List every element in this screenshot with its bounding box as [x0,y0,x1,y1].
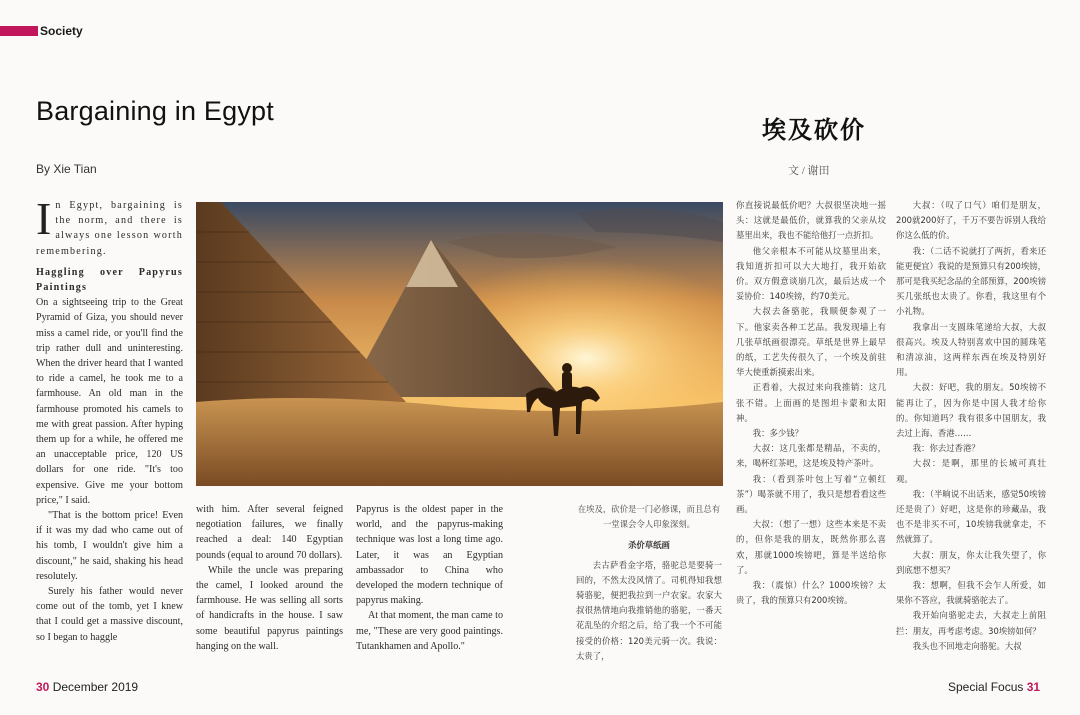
paragraph-zh: 去古萨看金字塔，骆驼总是要骑一回的，不然太没风情了。司机得知我想骑骆驼，便把我拉到一户农家。农家大叔很热情地向我推销他的骆驼，一番天花乱坠的介绍之后，给了我一个不可能接受的价格：120美元骑一次。我说：太贵了， [576,559,722,661]
paragraph-zh: 我拿出一支圆珠笔递给大叔，大叔很高兴。埃及人特别喜欢中国的圆珠笔和清凉油，这两样东西在埃及特别好用。 [896,321,1046,378]
paragraph-zh: 大叔：（想了一想）这些本来是不卖的，但你是我的朋友，既然你那么喜欢，那就1000埃镑吧，算是半送给你了。 [736,519,886,575]
chinese-column-1 [576,502,722,664]
subheading-zh: 杀价草纸画 [628,540,670,551]
chinese-column-2 [736,198,886,608]
paragraph: At that moment, the man came to me, "These are very good paintings. Tutankhamen and Apollo." [356,610,503,652]
byline-en: By Xie Tian [36,162,97,176]
paragraph: Papyrus is the oldest paper in the world, and the papyrus-making technique was lost a long time ago. Later, it was an Egyptian ambassador to China who developed the modern technique of papyrus making. [356,504,503,607]
paragraph-zh: 正看着，大叔过来向我推销：这几张不错。上面画的是图坦卡蒙和太阳神。 [736,382,886,423]
paragraph-zh: 他父亲根本不可能从坟墓里出来，我知道折扣可以大大地打，我开始砍价。双方假意谈崩几次，最后达成一个妥协价：140埃镑，约70美元。 [736,245,886,302]
footer-left [36,680,138,694]
paragraph: Surely his father would never come out of the tomb, yet I knew that I could get a massive discount, so I began to haggle [36,586,183,643]
english-column-1 [36,193,183,645]
footer-right [948,680,1040,694]
paragraph-zh: 大叔：（叹了口气）咱们是朋友，200就200好了，千万不要告诉别人我给你这么低的价。 [896,200,1046,241]
english-column-2 [196,502,343,654]
desert-sand [196,398,723,486]
issue-date: December 2019 [52,680,139,694]
paragraph-zh: 我：（震惊）什么？1000埃镑？太贵了，我的预算只有200埃镑。 [736,580,886,606]
drop-cap: I [36,193,52,244]
paragraph-zh: 我开始向骆驼走去，大叔走上前阻拦：朋友，再考虑考虑。30埃镑如何？ [896,610,1046,636]
paragraph-zh: 大叔：这几张都是精品，不卖的，来，喝杯红茶吧，这是埃及特产茶叶。 [736,443,886,469]
paragraph: On a sightseeing trip to the Great Pyramid of Giza, you should never miss a camel ride, or you'll find the trip rather dull and uninteresting. When the driver heard that I wanted to ride a camel, he took me to a farmhouse. An old man in the farmhouse promoted his camels to me with great passion. After hyping them up for a while, he offered me an unacceptable price, 120 US dollars for one ride. "It's too expensive. Give me your bottom price," I said. [36,297,183,506]
pull-quote-zh: 在埃及，砍价是一门必修课，而且总有一堂课会令人印象深刻。 [577,504,721,530]
section-label: Society [40,24,83,38]
byline-zh: 文 / 谢田 [788,165,830,177]
section-footer-label: Special Focus [948,680,1024,694]
paragraph-zh: 我：想啊，但我不会乍人所爱，如果你不答应，我就骑骆驼去了。 [896,580,1046,606]
paragraph-zh: 你直接说最低价吧？大叔很坚决地一摇头：这就是最低价，就算我的父亲从坟墓里出来，我也不能给他打一点折扣。 [736,200,886,241]
page-number-left: 30 [36,680,50,694]
paragraph-zh: 大叔：好吧，我的朋友。50埃镑不能再让了，因为你是中国人我才给你的。你知道吗？我有很多中国朋友，我去过上海、香港…… [896,382,1046,439]
page-number-right: 31 [1026,680,1041,694]
section-color-bar [0,26,38,36]
intro-text: n Egypt, bargaining is the norm, and there is always one lesson worth remembering. [36,200,183,257]
paragraph-zh: 我：多少钱？ [752,428,804,439]
intro-paragraph [36,193,183,259]
paragraph-zh: 我：（二话不说就打了两折，看来还能更便宜）我说的是预算只有200埃镑，那可是我买纪念品的全部预算，200埃镑买几张纸也太贵了。你看，我这里有个小礼物。 [896,245,1046,317]
paragraph-zh: 大叔去备骆驼，我顺便参观了一下。他家卖各种工艺品。我发现墙上有几张草纸画很漂亮。草纸是世界上最早的纸，工艺失传很久了，一个埃及前驻华大使重新摸索出来。 [736,306,886,378]
chinese-column-3 [896,198,1046,654]
paragraph: with him. After several feigned negotiation failures, we finally reached a deal: 140 Egyptian pounds (equal to around 70 dollars). [196,504,343,561]
subheading-en: Haggling over Papyrus Paintings [36,266,183,294]
paragraph: While the uncle was preparing the camel, I looked around the farmhouse. He was selling all sorts of handicrafts in the house. I saw some beautiful papyrus paintings hanging on the wall. [196,564,343,652]
paragraph-zh: 我头也不回地走向骆驼。大叔 [912,640,1022,651]
paragraph-zh: 我：你去过香港？ [912,443,980,454]
article-title-zh: 埃及砍价 [762,115,866,144]
paragraph-zh: 大叔：是啊，那里的长城可真壮观。 [896,458,1046,484]
english-column-3 [356,502,503,654]
article-title-en: Bargaining in Egypt [36,96,274,126]
pyramids-photo [196,202,723,486]
paragraph-zh: 大叔：朋友，你太让我失望了，你到底想不想买？ [896,549,1046,575]
paragraph-zh: 我：（半晌说不出话来，感觉50埃镑还是贵了）好吧，这是你的珍藏品，我也不是非买不可，10埃镑我就拿走，不然就算了。 [896,488,1046,545]
paragraph-zh: 我：（看到茶叶包上写着“立顿红茶”）喝茶就不用了，我只是想看看这些画。 [736,473,886,515]
paragraph: "That is the bottom price! Even if it was my dad who came out of his tomb, I wouldn't give him a discount," he said, shaking his head resolutely. [36,510,183,582]
